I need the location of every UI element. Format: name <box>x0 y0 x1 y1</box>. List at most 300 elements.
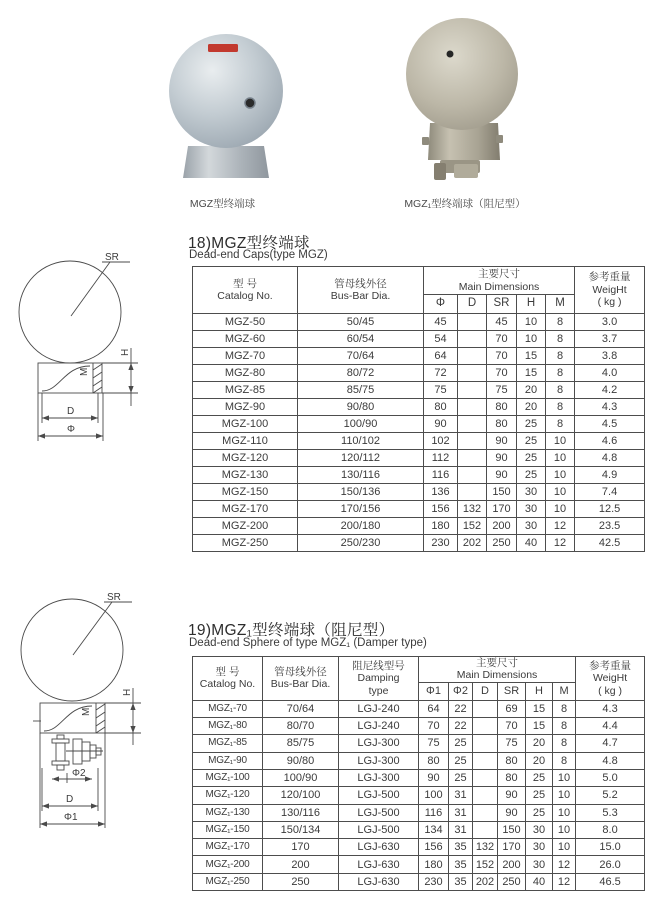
table-cell: 8 <box>546 382 575 399</box>
table-cell: 10 <box>517 331 546 348</box>
table-cell: 3.8 <box>575 348 645 365</box>
weight-en: WeigHt <box>592 672 628 685</box>
table-cell <box>473 700 498 717</box>
table-cell: 4.9 <box>575 467 645 484</box>
table-cell: 70 <box>498 718 526 735</box>
table-row <box>193 804 645 821</box>
col-header-busbar <box>298 267 424 314</box>
table-cell: 12 <box>553 873 576 890</box>
table-cell: 30 <box>526 856 553 873</box>
table-cell: 7.4 <box>575 484 645 501</box>
table-row <box>193 856 645 873</box>
table-cell: 70 <box>487 331 517 348</box>
sphere-outline <box>21 599 123 701</box>
table-cell: 75 <box>487 382 517 399</box>
col-header-phi2: Φ2 <box>449 682 473 700</box>
catalog-en: Catalog No. <box>199 678 256 691</box>
table-cell: 90 <box>498 787 526 804</box>
table-cell: MGZ-60 <box>193 331 298 348</box>
table-cell: 46.5 <box>576 873 645 890</box>
table-cell: 25 <box>526 769 553 786</box>
table-cell: 100/90 <box>298 416 424 433</box>
table-cell: MGZ-90 <box>193 399 298 416</box>
dims-en: Main Dimensions <box>456 669 538 682</box>
table-cell: 75 <box>419 735 449 752</box>
table-cell: 10 <box>546 450 575 467</box>
table-cell: 8.0 <box>576 821 645 838</box>
table-row <box>193 433 645 450</box>
table-cell: 30 <box>517 518 546 535</box>
label-d: D <box>66 794 74 805</box>
weight-zh: 参考重量 <box>588 271 631 284</box>
table-cell: 156 <box>424 501 458 518</box>
table-cell: 15.0 <box>576 839 645 856</box>
table-cell: 35 <box>449 839 473 856</box>
table-cell: MGZ-120 <box>193 450 298 467</box>
table-cell: 25 <box>517 416 546 433</box>
damping-zh: 阻尼线型号 <box>352 659 405 672</box>
table-cell: 35 <box>449 856 473 873</box>
table-cell: 23.5 <box>575 518 645 535</box>
table-cell: MGZ-170 <box>193 501 298 518</box>
table-cell: 80 <box>487 416 517 433</box>
col-header-sr: SR <box>498 682 526 700</box>
table-cell: MGZ-85 <box>193 382 298 399</box>
table-cell: 100/90 <box>263 769 339 786</box>
photo-caption-mgz1: MGZ₁型终端球（阻尼型） <box>404 198 526 210</box>
mgz1-dimensions-table <box>192 656 645 891</box>
table-cell <box>458 382 487 399</box>
label-sr: SR <box>107 592 121 603</box>
table-cell: 10 <box>546 501 575 518</box>
table-row <box>193 365 645 382</box>
table-row <box>193 873 645 890</box>
col-header-busbar <box>263 657 339 701</box>
table-cell: 4.4 <box>576 718 645 735</box>
table-cell: 70 <box>487 348 517 365</box>
busbar-zh: 管母线外径 <box>274 666 327 678</box>
table-cell: MGZ-200 <box>193 518 298 535</box>
damper-clamp-right <box>454 164 478 178</box>
collar-bolt-right <box>496 135 503 143</box>
table-cell: 202 <box>473 873 498 890</box>
table-cell: MGZ-70 <box>193 348 298 365</box>
table-cell: 8 <box>553 752 576 769</box>
table-cell <box>458 399 487 416</box>
table-cell: 70/64 <box>263 700 339 717</box>
table-cell: 26.0 <box>576 856 645 873</box>
table-cell: LGJ-630 <box>339 839 419 856</box>
table-cell: 10 <box>546 467 575 484</box>
photo-mgz-dead-end-cap <box>150 28 298 184</box>
table-cell: 3.0 <box>575 314 645 331</box>
table-cell: 25 <box>517 450 546 467</box>
table-cell: 80/70 <box>263 718 339 735</box>
dimension-drawing-mgz <box>0 250 150 448</box>
table-cell: 31 <box>449 804 473 821</box>
label-m: M <box>81 707 92 716</box>
col-header-weight <box>576 657 645 701</box>
label-m: M <box>79 367 90 376</box>
table-cell: 230 <box>424 535 458 552</box>
table-row <box>193 399 645 416</box>
red-label <box>208 44 238 52</box>
col-header-m: M <box>546 295 575 314</box>
table-cell: LGJ-300 <box>339 735 419 752</box>
table-cell: 12 <box>546 535 575 552</box>
table-cell: 54 <box>424 331 458 348</box>
table-cell <box>458 314 487 331</box>
table-cell: 112 <box>424 450 458 467</box>
table-row <box>193 467 645 484</box>
table-cell: 15 <box>526 718 553 735</box>
table-cell: 120/112 <box>298 450 424 467</box>
table-cell: 64 <box>424 348 458 365</box>
table-cell: 200/180 <box>298 518 424 535</box>
table-cell: 5.0 <box>576 769 645 786</box>
photo-caption-mgz: MGZ型终端球 <box>189 198 256 210</box>
table-cell: 8 <box>553 718 576 735</box>
col-header-m: M <box>553 682 576 700</box>
table-cell: 8 <box>546 331 575 348</box>
table-cell <box>473 735 498 752</box>
dims-zh: 主要尺寸 <box>476 657 519 669</box>
table-cell: 150/134 <box>263 821 339 838</box>
table-cell: 20 <box>526 752 553 769</box>
table-cell: 25 <box>449 752 473 769</box>
table-cell: 25 <box>526 787 553 804</box>
table-cell: 116 <box>424 467 458 484</box>
table-cell: 132 <box>473 839 498 856</box>
col-header-sr: SR <box>487 295 517 314</box>
table-cell: 80 <box>487 399 517 416</box>
table-cell: 25 <box>449 735 473 752</box>
table-row <box>193 331 645 348</box>
table-cell: 200 <box>263 856 339 873</box>
col-header-phi: Φ <box>424 295 458 314</box>
table-cell: MGZ₁-130 <box>193 804 263 821</box>
table-cell: 170 <box>487 501 517 518</box>
col-header-d: D <box>458 295 487 314</box>
catalog-zh: 型 号 <box>233 277 257 290</box>
table-cell: 134 <box>419 821 449 838</box>
table-cell: 30 <box>517 484 546 501</box>
table-cell: 150 <box>498 821 526 838</box>
photo-mgz1-damper-sphere <box>388 18 536 190</box>
table-cell: MGZ₁-250 <box>193 873 263 890</box>
table-cell: 80/72 <box>298 365 424 382</box>
table-cell: 250/230 <box>298 535 424 552</box>
table-row <box>193 839 645 856</box>
table-cell <box>473 804 498 821</box>
table-cell: 25 <box>517 467 546 484</box>
label-phi: Φ <box>67 424 75 435</box>
dims-zh: 主要尺寸 <box>478 268 521 281</box>
table-cell: 116 <box>419 804 449 821</box>
section19-title: 19)MGZ₁型终端球（阻尼型） <box>188 622 395 639</box>
table-row <box>193 718 645 735</box>
table-cell: 35 <box>449 873 473 890</box>
table-cell: 85/75 <box>298 382 424 399</box>
table-cell: 4.8 <box>576 752 645 769</box>
table-cell: 200 <box>487 518 517 535</box>
table-cell: 12.5 <box>575 501 645 518</box>
table-cell: 250 <box>263 873 339 890</box>
table-cell: 150 <box>487 484 517 501</box>
table-cell <box>473 718 498 735</box>
busbar-en: Bus-Bar Dia. <box>330 290 391 302</box>
cylinder-outline <box>38 363 102 393</box>
table-cell: MGZ₁-150 <box>193 821 263 838</box>
label-h: H <box>120 348 131 356</box>
table-cell <box>473 752 498 769</box>
table-cell: 15 <box>526 700 553 717</box>
table-cell: LGJ-500 <box>339 787 419 804</box>
table-cell: LGJ-500 <box>339 821 419 838</box>
table-row <box>193 314 645 331</box>
table-cell: MGZ-80 <box>193 365 298 382</box>
table-cell: 12 <box>546 518 575 535</box>
table-cell: 130/116 <box>298 467 424 484</box>
damping-en1: Damping <box>357 672 400 685</box>
table-cell: 90 <box>487 450 517 467</box>
table-cell: MGZ₁-70 <box>193 700 263 717</box>
table-cell: LGJ-630 <box>339 873 419 890</box>
col-header-phi1: Φ1 <box>419 682 449 700</box>
table-cell: 80 <box>498 752 526 769</box>
damper-sphere <box>406 18 518 130</box>
table-row <box>193 416 645 433</box>
table-cell: 20 <box>526 735 553 752</box>
table-cell: 4.3 <box>575 399 645 416</box>
table-cell: 10 <box>553 821 576 838</box>
label-d: D <box>67 406 75 417</box>
table-cell <box>458 450 487 467</box>
table-cell: 60/54 <box>298 331 424 348</box>
weight-zh: 参考重量 <box>589 659 632 672</box>
col-header-weight <box>575 267 645 314</box>
dimension-drawing-mgz1 <box>0 585 165 853</box>
table-cell: 31 <box>449 821 473 838</box>
table-cell: 4.0 <box>575 365 645 382</box>
table-cell: 8 <box>546 399 575 416</box>
label-phi1: Φ1 <box>64 812 78 823</box>
table-cell: 250 <box>498 873 526 890</box>
table-cell <box>458 365 487 382</box>
table-cell: LGJ-240 <box>339 700 419 717</box>
table-cell: MGZ₁-170 <box>193 839 263 856</box>
table-cell <box>473 787 498 804</box>
col-header-d: D <box>473 682 498 700</box>
table-row <box>193 484 645 501</box>
table-cell: 25 <box>526 804 553 821</box>
table-cell: 180 <box>419 856 449 873</box>
collar-bolt-left <box>422 137 429 145</box>
table-cell: 130/116 <box>263 804 339 821</box>
table-cell: 90 <box>498 804 526 821</box>
label-h: H <box>122 688 133 696</box>
table-cell: 152 <box>473 856 498 873</box>
table-cell: 75 <box>424 382 458 399</box>
table-row <box>193 821 645 838</box>
damper-clamp-left <box>434 163 446 180</box>
table-cell: LGJ-630 <box>339 856 419 873</box>
table-cell: 85/75 <box>263 735 339 752</box>
table-cell: 10 <box>553 787 576 804</box>
table-cell: MGZ₁-85 <box>193 735 263 752</box>
weight-unit: ( kg ) <box>598 684 623 697</box>
table-cell <box>458 416 487 433</box>
table-cell: 90 <box>419 769 449 786</box>
table-cell: 152 <box>458 518 487 535</box>
table-cell: 110/102 <box>298 433 424 450</box>
table-cell: 10 <box>546 433 575 450</box>
table-row <box>193 450 645 467</box>
table-cell: 5.3 <box>576 804 645 821</box>
table-cell: 70 <box>487 365 517 382</box>
weight-en: WeigHt <box>592 283 627 296</box>
cylinder-outline <box>40 703 105 733</box>
table-cell <box>458 484 487 501</box>
table-cell <box>473 821 498 838</box>
table-cell: LGJ-300 <box>339 752 419 769</box>
busbar-zh: 管母线外径 <box>334 277 387 290</box>
table-cell <box>458 331 487 348</box>
table-cell: 64 <box>419 700 449 717</box>
table-cell: 8 <box>553 735 576 752</box>
table-row <box>193 348 645 365</box>
table-cell: 90 <box>487 433 517 450</box>
table-cell: 30 <box>517 501 546 518</box>
table-cell: 42.5 <box>575 535 645 552</box>
table-row <box>193 518 645 535</box>
table-cell: 70/64 <box>298 348 424 365</box>
table-cell: 90/80 <box>263 752 339 769</box>
table-cell: 40 <box>526 873 553 890</box>
table-row <box>193 501 645 518</box>
damper-sphere-hole <box>447 51 454 58</box>
table-cell: 50/45 <box>298 314 424 331</box>
col-header-main-dimensions <box>419 657 576 683</box>
table-cell: 8 <box>546 416 575 433</box>
table-cell: MGZ₁-90 <box>193 752 263 769</box>
table-cell: 69 <box>498 700 526 717</box>
col-header-damping <box>339 657 419 701</box>
table-cell: 45 <box>487 314 517 331</box>
table-cell: 4.5 <box>575 416 645 433</box>
table-row <box>193 700 645 717</box>
table-cell: 10 <box>553 804 576 821</box>
cap-base <box>183 146 269 178</box>
table-cell: 8 <box>546 365 575 382</box>
table-row <box>193 382 645 399</box>
table-cell: MGZ₁-120 <box>193 787 263 804</box>
section18-title: 18)MGZ型终端球 <box>188 235 310 252</box>
table-cell: 202 <box>458 535 487 552</box>
table-cell: 80 <box>498 769 526 786</box>
table-cell <box>473 769 498 786</box>
table-cell: 80 <box>424 399 458 416</box>
table-cell: 15 <box>517 348 546 365</box>
table-cell: 156 <box>419 839 449 856</box>
table-cell: 30 <box>526 839 553 856</box>
col-header-catalog <box>193 267 298 314</box>
table-cell: MGZ-130 <box>193 467 298 484</box>
table-row <box>193 769 645 786</box>
table-cell: 12 <box>553 856 576 873</box>
table-cell: 5.2 <box>576 787 645 804</box>
col-header-catalog <box>193 657 263 701</box>
table-cell: LGJ-240 <box>339 718 419 735</box>
table-cell: 170 <box>263 839 339 856</box>
table-cell: 180 <box>424 518 458 535</box>
table-cell: 90 <box>487 467 517 484</box>
table-cell: 200 <box>498 856 526 873</box>
col-header-h: H <box>526 682 553 700</box>
table-cell: 170 <box>498 839 526 856</box>
table-cell: 70 <box>419 718 449 735</box>
table-cell: 136 <box>424 484 458 501</box>
mgz-dimensions-table <box>192 266 645 552</box>
table-cell: 120/100 <box>263 787 339 804</box>
table-cell: 15 <box>517 365 546 382</box>
table-cell: 132 <box>458 501 487 518</box>
table-cell <box>458 467 487 484</box>
table-cell: MGZ-150 <box>193 484 298 501</box>
table-cell: 90 <box>424 416 458 433</box>
busbar-en: Bus-Bar Dia. <box>270 678 331 691</box>
damping-en2: type <box>368 684 389 697</box>
table-cell: 3.7 <box>575 331 645 348</box>
table-cell: 170/156 <box>298 501 424 518</box>
table-cell: 4.7 <box>576 735 645 752</box>
weight-unit: ( kg ) <box>597 296 622 309</box>
section19-subtitle: Dead-end Sphere of type MGZ₁ (Damper type) <box>189 637 427 649</box>
table-cell: 20 <box>517 399 546 416</box>
table-cell: 25 <box>517 433 546 450</box>
table-cell: 75 <box>498 735 526 752</box>
table-row <box>193 787 645 804</box>
table-cell: 31 <box>449 787 473 804</box>
table-cell: MGZ₁-100 <box>193 769 263 786</box>
col-header-main-dimensions <box>424 267 575 295</box>
table-cell: 4.3 <box>576 700 645 717</box>
table-cell: 22 <box>449 700 473 717</box>
table-cell: 8 <box>546 314 575 331</box>
label-sr: SR <box>105 252 119 263</box>
sphere-outline <box>19 261 121 363</box>
table-cell: 72 <box>424 365 458 382</box>
table-cell: LGJ-500 <box>339 804 419 821</box>
table-cell: MGZ₁-80 <box>193 718 263 735</box>
table-cell: 10 <box>517 314 546 331</box>
table-cell: 4.8 <box>575 450 645 467</box>
table-cell: 10 <box>553 839 576 856</box>
table-cell: 20 <box>517 382 546 399</box>
catalog-en: Catalog No. <box>217 290 273 302</box>
table-cell: 4.2 <box>575 382 645 399</box>
table-cell: 30 <box>526 821 553 838</box>
table-cell: 80 <box>419 752 449 769</box>
table-cell: 22 <box>449 718 473 735</box>
table-cell <box>458 433 487 450</box>
table-cell: 25 <box>449 769 473 786</box>
table-cell: 230 <box>419 873 449 890</box>
table-cell: 150/136 <box>298 484 424 501</box>
label-phi2: Φ2 <box>72 768 86 779</box>
table-cell: 102 <box>424 433 458 450</box>
table-row <box>193 735 645 752</box>
